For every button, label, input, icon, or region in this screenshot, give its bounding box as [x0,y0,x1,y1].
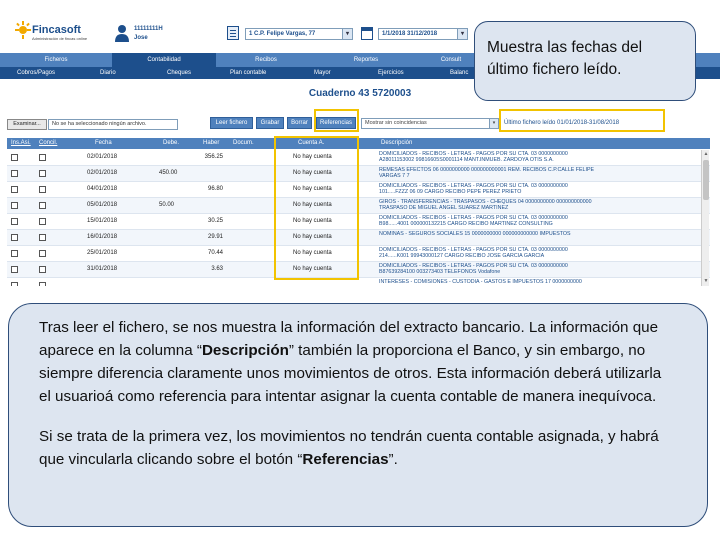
ins-asi-checkbox[interactable] [11,170,18,177]
file-status: No se ha seleccionado ningún archivo. [48,119,178,130]
subnav-plan-contable[interactable]: Plan contable [230,70,267,76]
cell-descripcion [379,215,699,229]
col-ins-asi[interactable]: Ins.Asi. [11,140,31,146]
cell-cuenta[interactable]: No hay cuenta [293,202,332,208]
cell-descripcion [379,247,699,261]
scrollbar-thumb[interactable] [703,160,709,200]
descripcion-line-1: DOMICILIADOS - RECIBOS - LETRAS - PAGOS POR SU CTA. 03 0000000000 [379,151,568,157]
descripcion-line-2: B87639284100 003273403 TELEFONOS Vodafone [379,269,501,276]
descripcion-line-2: VARGAS 7 7 [379,173,410,180]
brand-subtitle: Administración de fincas online [32,36,88,41]
cell-cuenta[interactable]: No hay cuenta [293,186,332,192]
cell-fecha: 25/01/2018 [87,250,118,256]
ins-asi-checkbox[interactable] [11,186,18,193]
user-avatar-icon[interactable] [115,24,129,42]
calendar-icon [361,27,373,40]
ins-asi-checkbox[interactable] [11,282,18,286]
cell-descripcion [379,151,699,165]
concil-checkbox[interactable] [39,186,46,193]
cell-fecha: 02/01/2018 [87,154,118,160]
coincidence-filter-value: Mostrar sin coincidencias [365,120,427,126]
concil-checkbox[interactable] [39,266,46,273]
cell-haber: 96.80 [207,186,223,192]
community-select-value: 1 C.P. Felipe Vargas, 77 [249,31,316,37]
user-name: Jose [134,35,148,41]
brand-name: Fincasoft [32,24,81,36]
descripcion-line-1: GIROS - TRANSFERENCIAS - TRASPASOS - CHEQUES 04 0000000000 000000000000 [379,199,592,205]
chevron-down-icon[interactable]: ▾ [489,119,498,128]
cell-descripcion [379,231,699,245]
ins-asi-checkbox[interactable] [11,218,18,225]
cell-fecha: 05/01/2018 [87,202,118,208]
ins-asi-checkbox[interactable] [11,154,18,161]
tab-consultas[interactable]: Consult [440,57,462,63]
table-scrollbar[interactable] [701,150,709,286]
cell-descripcion [379,183,699,197]
ins-asi-checkbox[interactable] [11,234,18,241]
cell-fecha: 16/01/2018 [87,234,118,240]
read-file-button[interactable]: Leer fichero [210,117,253,129]
concil-checkbox[interactable] [39,250,46,257]
community-select[interactable] [245,28,353,40]
col-fecha: Fecha [95,140,112,146]
subnav-diario[interactable]: Diario [100,70,116,76]
cell-descripcion [379,263,699,277]
concil-checkbox[interactable] [39,282,46,286]
descripcion-line-2: TRASPASO DE MIGUEL ANGEL SUAREZ MARTINEZ [379,205,509,212]
col-cuenta-a: Cuenta A. [298,140,325,146]
ins-asi-checkbox[interactable] [11,250,18,257]
col-debe: Debe. [163,140,180,146]
concil-checkbox[interactable] [39,170,46,177]
tab-contabilidad[interactable]: Contabilidad [112,53,216,67]
chevron-down-icon[interactable]: ▾ [457,29,467,39]
explanation-p2-text-b: ”. [388,451,398,468]
cell-fecha: 31/01/2018 [87,266,118,272]
explanation-paragraph-1 [39,316,677,408]
descripcion-line-2: A28011153002 99816605S0001114 MANT.INMUEB. ZARDOYA OTIS S.A. [379,157,554,164]
save-button[interactable]: Grabar [256,117,284,129]
descripcion-line-2: B98......4001 000000132215 CARGO RECIBO MARTINEZ CONSULTING [379,221,553,228]
descripcion-line-2: 101.....FZZZ 06 09 CARGO RECIBO PEPE PEREZ PRIETO [379,189,522,196]
cell-haber: 29.91 [207,234,223,240]
subnav-cobros-pagos[interactable]: Cobros/Pagos [17,70,56,76]
ins-asi-checkbox[interactable] [11,202,18,209]
chevron-down-icon[interactable]: ▾ [342,29,352,39]
community-document-icon [227,26,239,40]
col-docum: Docum. [233,140,254,146]
cell-descripcion [379,279,699,286]
explanation-p2-bold: Referencias [302,451,389,468]
cell-haber: 3.63 [211,266,223,272]
subnav-cheques[interactable]: Cheques [167,70,192,76]
tab-recibos[interactable]: Recibos [255,57,277,63]
callout-last-read-text: Muestra las fechas del último fichero leído. [487,39,643,78]
col-haber: Haber [203,140,220,146]
cell-cuenta[interactable]: No hay cuenta [293,234,332,240]
explanation-p2-text-a: Si se trata de la primera vez, los movimientos no tendrán cuenta contable asignada, y habrá que vincularla clicando sobre el botón “ [39,428,659,468]
page-title: Cuaderno 43 5720003 [308,88,412,99]
cell-cuenta[interactable]: No hay cuenta [293,218,332,224]
callout-last-read [474,21,696,101]
concil-checkbox[interactable] [39,234,46,241]
scroll-down-icon[interactable]: ▼ [703,278,709,284]
descripcion-line-1: REMESAS EFECTOS 06 0000000000 000000000001 REM. RECIBOS C.P.CALLE FELIPE [379,167,595,173]
cell-cuenta[interactable]: No hay cuenta [293,170,332,176]
col-concil[interactable]: Concil. [39,140,58,146]
references-highlight [314,109,359,132]
concil-checkbox[interactable] [39,218,46,225]
cell-haber: 70.44 [207,250,223,256]
col-descripcion: Descripción [381,140,413,146]
cell-fecha: 02/01/2018 [87,170,118,176]
descripcion-line-1: DOMICILIADOS - RECIBOS - LETRAS - PAGOS POR SU CTA. 03 0000000000 [379,215,568,221]
cell-fecha: 04/01/2018 [87,186,118,192]
descripcion-line-2: 214......K001 99943000127 CARGO RECIBO JOSE GARCIA GARCIA [379,253,545,260]
tab-ficheros[interactable]: Ficheros [44,57,68,63]
subnav-ejercicios[interactable]: Ejercicios [378,70,404,76]
cell-cuenta[interactable]: No hay cuenta [293,154,332,160]
references-button[interactable]: Referencias [316,117,356,129]
delete-button[interactable]: Borrar [287,117,312,129]
descripcion-line-1: NÓMINAS - SEGUROS SOCIALES 15 0000000000 000000000000 IMPUESTOS [379,231,571,237]
explanation-p1-text-a: Tras leer el fichero, se nos muestra la información del extracto bancario. La información que aparece en la columna “ [39,319,659,359]
explanation-paragraph-2 [39,425,677,471]
descripcion-line-1: DOMICILIADOS - RECIBOS - LETRAS - PAGOS POR SU CTA. 03 0000000000 [379,183,568,189]
explanation-p1-bold: Descripción [201,342,289,359]
scroll-up-icon[interactable]: ▲ [703,151,709,157]
cell-debe: 50.00 [159,202,175,208]
date-range-select-value: 1/1/2018 31/12/2018 [382,31,438,37]
cuenta-column-highlight [274,136,359,280]
descripcion-line-1: DOMICILIADOS - RECIBOS - LETRAS - PAGOS POR SU CTA. 03 0000000000 [379,247,568,253]
cell-cuenta[interactable]: No hay cuenta [293,250,332,256]
descripcion-line-1: DOMICILIADOS - RECIBOS - LETRAS - PAGOS POR SU CTA. 03 0000000000 [379,263,568,269]
descripcion-line-1: INTERESES - COMISIONES - CUSTODIA - GASTOS E IMPUESTOS 17 0000000000 [379,279,582,285]
subnav-balance[interactable]: Balanc [450,70,469,76]
last-read-highlight [499,109,665,132]
user-id: 11111111H [134,26,163,32]
date-range-select[interactable] [378,28,468,40]
tab-reportes[interactable]: Reportes [353,57,379,63]
cell-haber: 30.25 [207,218,223,224]
browse-file-button[interactable]: Examinar... [7,119,47,130]
cell-descripcion [379,167,699,181]
coincidence-filter-select[interactable] [361,118,499,129]
cell-descripcion [379,199,699,213]
cell-fecha: 15/01/2018 [87,218,118,224]
callout-explanation [8,303,708,527]
cell-cuenta[interactable]: No hay cuenta [293,266,332,272]
cell-haber: 356.25 [204,154,223,160]
cell-debe: 450.00 [159,170,178,176]
concil-checkbox[interactable] [39,202,46,209]
concil-checkbox[interactable] [39,154,46,161]
ins-asi-checkbox[interactable] [11,266,18,273]
explanation-p1-text-b: ” también la proporciona el Banco, y sin embargo, no siempre diferencia claramente unos movimientos de otros. Esta información deberá utilizarla el usuarioá como referencia para intentar asignar la cuenta contable de manera inequívoca. [39,342,662,405]
subnav-mayor[interactable]: Mayor [314,70,331,76]
last-read-dates: Último fichero leído 01/01/2018-31/08/2018 [504,120,620,126]
